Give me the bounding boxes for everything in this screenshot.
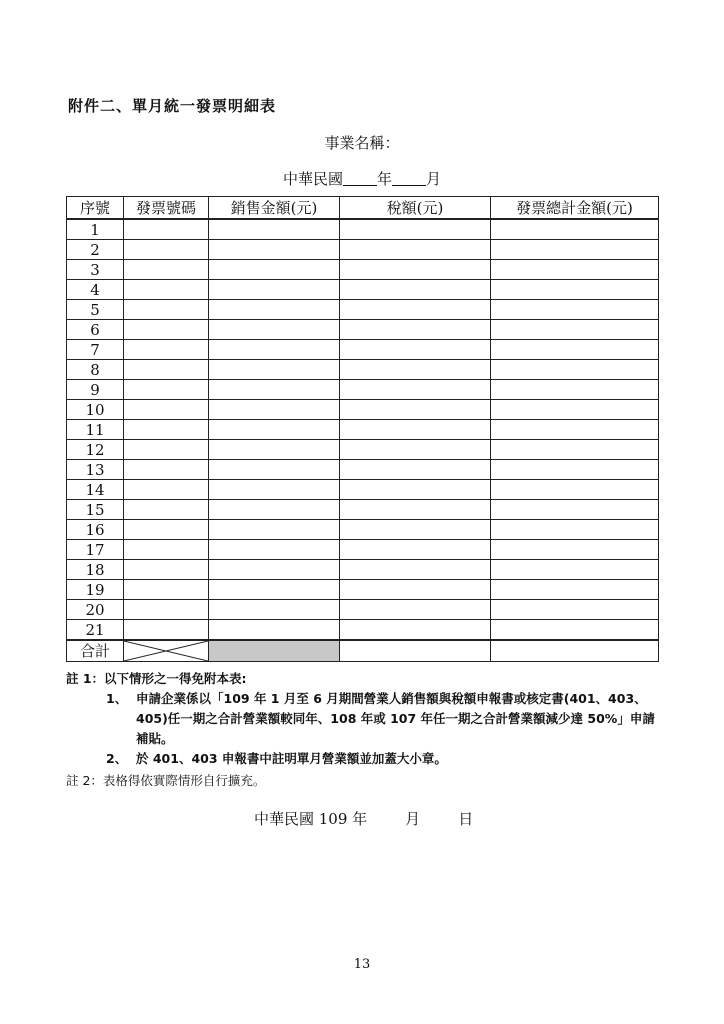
invoice-total-cell [491, 320, 659, 340]
sales-amount-cell [209, 260, 340, 280]
table-row [67, 219, 659, 240]
sales-amount-cell [209, 420, 340, 440]
table-row [67, 620, 659, 641]
date-header-year: 年 [376, 170, 392, 188]
sales-amount-cell [209, 580, 340, 600]
business-name-label: 事業名稱： [324, 134, 400, 152]
row-serial-number: 13 [67, 460, 124, 480]
tax-amount-cell [340, 600, 491, 620]
total-label: 合計 [67, 640, 124, 662]
invoice-number-cell [124, 360, 209, 380]
table-row [67, 500, 659, 520]
note1-item-1-text: 申請企業係以「109 年 1 月至 6 月期間營業人銷售額與稅額申報書或核定書(401、403、405)任一期之合計營業額較同年、108 年或 107 年任一期之合計營業額減少達 50%」申請補貼。 [136, 691, 655, 746]
page-number: 13 [353, 957, 371, 972]
cross-mark-icon [124, 641, 208, 661]
invoice-total-cell [491, 240, 659, 260]
tax-amount-cell [340, 260, 491, 280]
row-serial-number: 14 [67, 480, 124, 500]
sales-amount-cell [209, 360, 340, 380]
invoice-total-cell [491, 340, 659, 360]
footer-date-month: 月 [405, 810, 421, 828]
row-serial-number: 19 [67, 580, 124, 600]
sales-amount-cell [209, 620, 340, 641]
invoice-total-cell [491, 300, 659, 320]
total-row [67, 640, 659, 662]
row-serial-number: 2 [67, 240, 124, 260]
table-row [67, 320, 659, 340]
invoice-number-cell [124, 500, 209, 520]
tax-amount-cell [340, 540, 491, 560]
invoice-table [66, 196, 659, 662]
tax-amount-cell [340, 580, 491, 600]
note1-item-2-text: 於 401、403 申報書中註明單月營業額並加蓋大小章。 [136, 751, 447, 766]
table-row [67, 540, 659, 560]
invoice-total-cell [491, 280, 659, 300]
note1-item-2 [66, 749, 666, 769]
note1-title: 註 1：以下情形之一得免附本表: [66, 671, 247, 686]
sales-amount-cell [209, 560, 340, 580]
invoice-number-cell [124, 580, 209, 600]
row-serial-number: 16 [67, 520, 124, 540]
row-serial-number: 5 [67, 300, 124, 320]
sales-amount-cell [209, 380, 340, 400]
invoice-number-cell [124, 240, 209, 260]
footer-date-day: 日 [458, 810, 474, 828]
invoice-number-cell [124, 380, 209, 400]
note2: 註 2：表格得依實際情形自行擴充。 [66, 773, 266, 788]
row-serial-number: 6 [67, 320, 124, 340]
table-row [67, 580, 659, 600]
row-serial-number: 7 [67, 340, 124, 360]
sales-amount-cell [209, 520, 340, 540]
sales-amount-cell [209, 440, 340, 460]
invoice-number-cell [124, 400, 209, 420]
invoice-number-cell [124, 340, 209, 360]
invoice-number-cell [124, 540, 209, 560]
tax-amount-cell [340, 500, 491, 520]
invoice-total-cell [491, 580, 659, 600]
tax-amount-cell [340, 400, 491, 420]
table-row [67, 460, 659, 480]
notes-section [66, 669, 666, 791]
tax-amount-cell [340, 240, 491, 260]
row-serial-number: 21 [67, 620, 124, 641]
sales-amount-cell [209, 320, 340, 340]
tax-amount-cell [340, 480, 491, 500]
invoice-number-cell [124, 560, 209, 580]
table-row [67, 560, 659, 580]
year-blank [343, 171, 377, 186]
sales-amount-cell [209, 300, 340, 320]
footer-date-prefix: 中華民國 109 年 [254, 810, 368, 828]
table-row [67, 380, 659, 400]
sales-amount-cell [209, 340, 340, 360]
col-header-invoice-number: 發票號碼 [124, 197, 209, 220]
tax-amount-cell [340, 520, 491, 540]
row-serial-number: 17 [67, 540, 124, 560]
invoice-number-cell [124, 420, 209, 440]
row-serial-number: 18 [67, 560, 124, 580]
tax-amount-cell [340, 360, 491, 380]
invoice-total-cell [491, 600, 659, 620]
invoice-total-cell [491, 620, 659, 641]
table-row [67, 260, 659, 280]
invoice-number-cell [124, 440, 209, 460]
page-heading: 附件二、單月統一發票明細表 [68, 97, 277, 115]
table-row [67, 300, 659, 320]
invoice-number-cell [124, 260, 209, 280]
total-sales-cell-shaded [209, 640, 340, 662]
invoice-total-cell [491, 360, 659, 380]
date-header [0, 168, 724, 189]
invoice-total-cell [491, 560, 659, 580]
row-serial-number: 3 [67, 260, 124, 280]
col-header-serial: 序號 [67, 197, 124, 220]
invoice-number-cell [124, 620, 209, 641]
invoice-total-cell [491, 440, 659, 460]
date-header-prefix: 中華民國 [282, 170, 343, 188]
tax-amount-cell [340, 340, 491, 360]
note1-item-1 [66, 689, 666, 749]
note1-item-1-number: 1、 [106, 691, 128, 706]
tax-amount-cell [340, 300, 491, 320]
table-header-row [67, 197, 659, 220]
invoice-total-cell [491, 460, 659, 480]
sales-amount-cell [209, 240, 340, 260]
invoice-number-cell [124, 300, 209, 320]
invoice-number-cell [124, 600, 209, 620]
table-row [67, 240, 659, 260]
table-row [67, 420, 659, 440]
invoice-total-cell [491, 420, 659, 440]
invoice-total-cell [491, 400, 659, 420]
sales-amount-cell [209, 460, 340, 480]
row-serial-number: 1 [67, 219, 124, 240]
note1-item-2-number: 2、 [106, 751, 128, 766]
invoice-total-cell [491, 540, 659, 560]
table-row [67, 400, 659, 420]
footer-date [254, 808, 473, 829]
row-serial-number: 12 [67, 440, 124, 460]
tax-amount-cell [340, 620, 491, 641]
row-serial-number: 15 [67, 500, 124, 520]
sales-amount-cell [209, 280, 340, 300]
table-row [67, 340, 659, 360]
invoice-number-cell [124, 320, 209, 340]
tax-amount-cell [340, 380, 491, 400]
sales-amount-cell [209, 540, 340, 560]
tax-amount-cell [340, 320, 491, 340]
invoice-number-cell [124, 280, 209, 300]
col-header-invoice-total: 發票總計金額(元) [491, 197, 659, 220]
date-header-month: 月 [426, 170, 442, 188]
row-serial-number: 8 [67, 360, 124, 380]
invoice-number-cell [124, 460, 209, 480]
row-serial-number: 11 [67, 420, 124, 440]
total-invoice-cell [491, 640, 659, 662]
invoice-number-cell [124, 520, 209, 540]
crossed-out-cell [124, 640, 209, 662]
sales-amount-cell [209, 219, 340, 240]
table-row [67, 520, 659, 540]
row-serial-number: 9 [67, 380, 124, 400]
month-blank [392, 171, 426, 186]
tax-amount-cell [340, 560, 491, 580]
table-row [67, 440, 659, 460]
tax-amount-cell [340, 219, 491, 240]
tax-amount-cell [340, 420, 491, 440]
table-row [67, 480, 659, 500]
sales-amount-cell [209, 600, 340, 620]
invoice-total-cell [491, 260, 659, 280]
invoice-number-cell [124, 480, 209, 500]
invoice-total-cell [491, 500, 659, 520]
sales-amount-cell [209, 480, 340, 500]
col-header-sales-amount: 銷售金額(元) [209, 197, 340, 220]
row-serial-number: 4 [67, 280, 124, 300]
invoice-number-cell [124, 219, 209, 240]
table-row [67, 360, 659, 380]
tax-amount-cell [340, 440, 491, 460]
tax-amount-cell [340, 280, 491, 300]
row-serial-number: 10 [67, 400, 124, 420]
invoice-total-cell [491, 480, 659, 500]
total-tax-cell [340, 640, 491, 662]
tax-amount-cell [340, 460, 491, 480]
table-row [67, 280, 659, 300]
row-serial-number: 20 [67, 600, 124, 620]
col-header-tax-amount: 稅額(元) [340, 197, 491, 220]
invoice-total-cell [491, 520, 659, 540]
table-row [67, 600, 659, 620]
invoice-total-cell [491, 219, 659, 240]
invoice-total-cell [491, 380, 659, 400]
sales-amount-cell [209, 500, 340, 520]
sales-amount-cell [209, 400, 340, 420]
